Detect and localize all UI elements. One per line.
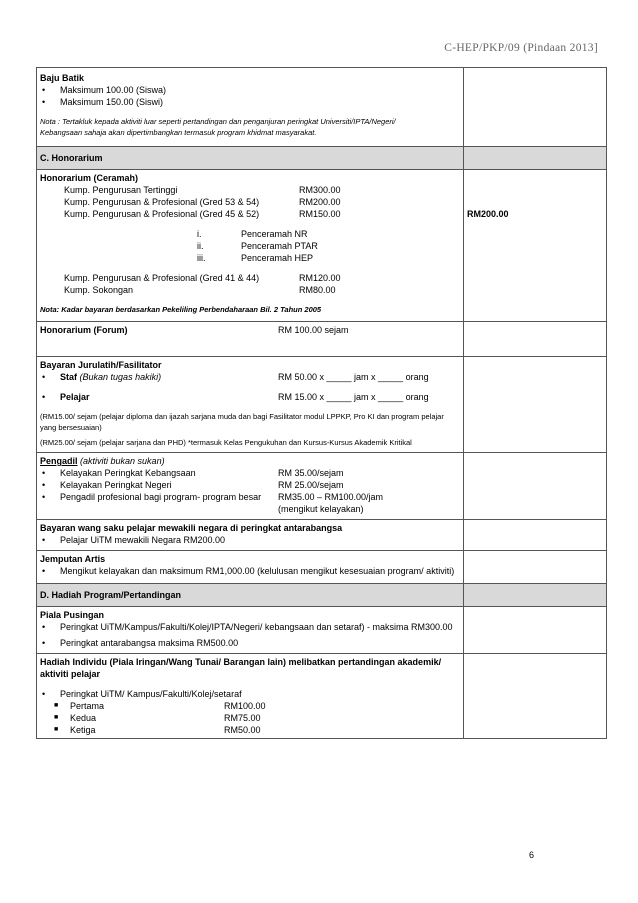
honorarium-title: Honorarium (Ceramah) — [40, 173, 139, 183]
bullet-icon: • — [42, 535, 46, 545]
jurulatih-title: Bayaran Jurulatih/Fasilitator — [40, 360, 162, 370]
baju-note-2: Kebangsaan sahaja akan dipertimbangkan termasuk program khidmat masyarakat. — [40, 128, 317, 137]
section-header — [37, 147, 607, 170]
baju-title: Baju Batik — [40, 73, 85, 83]
section-header — [37, 584, 607, 607]
baju-note-1: Nota : Tertakluk kepada aktiviti luar seperti pertandingan dan penganjuran peringkat Universiti/IPTA/Negeri/ — [40, 117, 396, 126]
table-row: Honorarium (Forum) RM 100.00 sejam — [37, 322, 607, 357]
page-number: 6 — [528, 850, 534, 860]
hadiah-title-2: aktiviti pelajar — [40, 669, 101, 679]
section-c-title: C. Honorarium — [37, 147, 464, 170]
document-code: C-HEP/PKP/09 (Pindaan 2013] — [444, 42, 598, 54]
bullet-icon: • — [42, 97, 46, 107]
bullet-icon: • — [42, 566, 46, 576]
table-row — [37, 68, 607, 147]
table-row — [37, 607, 607, 654]
piala-title: Piala Pusingan — [40, 610, 105, 620]
allowance-table — [36, 67, 607, 739]
bullet-icon: • — [42, 689, 46, 699]
prize-row: ■ Kedua RM75.00 — [54, 713, 261, 723]
table-row: Honorarium (Ceramah) Kump. Pengurusan Tertinggi RM300.00 Kump. Pengurusan & Profesional (Gred 53 & 54) RM200.00 Kump. Pengurusan & Profesional (Gred 45 & 52) RM150.00 i. Penceramah NR ii. Penceramah PTAR iii. Penceramah HEP Kump. Pengurusan & Profesional (Gred 41 & 44) RM120.00 Kump. Sokongan RM80.00 Nota: Kadar bayaran berdasarkan Pekeliling Perbendaharaan Bil. 2 Tahun 2005 RM200.00 — [37, 170, 607, 322]
bullet-icon: • — [42, 468, 46, 478]
honorarium-note: Nota: Kadar bayaran berdasarkan Pekeliling Perbendaharaan Bil. 2 Tahun 2005 — [40, 305, 322, 314]
bullet-icon: • — [42, 492, 46, 502]
jurulatih-note-1: (RM15.00/ sejam (pelajar diploma dan ijazah sarjana muda dan bagi Fasilitator modul LPPKP, Pro KI dan program pelajar yang bersesuaian) — [40, 412, 444, 432]
table-row: Bayaran Jurulatih/Fasilitator • Staf (Bukan tugas hakiki) RM 50.00 x _____ jam x _____ orang • Pelajar RM 15.00 x _____ jam x _____ orang (RM15.00/ sejam (pelajar diploma dan ijazah sarjana muda dan bagi Fasilitator modul LPPKP, Pro KI dan program pelajar yang bersesuaian) (RM25.00/ sejam (pelajar sarjana dan PHD) *termasuk Kelas Pengukuhan dan Kursus-Kursus Akademik Kritikal — [37, 357, 607, 453]
hadiah-title-1: Hadiah Individu (Piala Iringan/Wang Tunai/ Barangan lain) melibatkan pertandingan akademik/ — [40, 657, 442, 667]
list-item: • Peringkat UiTM/Kampus/Fakulti/Kolej/IPTA/Negeri/ kebangsaan dan setaraf) - maksima RM300.00 — [42, 622, 453, 632]
square-bullet-icon: ■ — [54, 702, 59, 709]
list-item: • Mengikut kelayakan dan maksimum RM1,000.00 (kelulusan mengikut kesesuaian program/ aktiviti) — [42, 566, 455, 576]
prize-row: ■ Ketiga RM50.00 — [54, 725, 261, 735]
table-row — [37, 551, 607, 584]
honorarium-amount: RM200.00 — [464, 170, 607, 322]
bullet-icon: • — [42, 372, 46, 382]
square-bullet-icon: ■ — [54, 714, 59, 721]
bullet-icon: • — [42, 622, 46, 632]
bullet-icon: • — [42, 638, 46, 648]
pengadil-title: Pengadil — [40, 456, 78, 466]
list-item: • Maksimum 150.00 (Siswi) — [42, 97, 164, 107]
list-item: • Peringkat UiTM/ Kampus/Fakulti/Kolej/setaraf — [42, 689, 242, 699]
table-row — [37, 520, 607, 551]
bullet-icon: • — [42, 480, 46, 490]
bullet-icon: • — [42, 85, 46, 95]
square-bullet-icon: ■ — [54, 726, 59, 733]
section-d-title: D. Hadiah Program/Pertandingan — [37, 584, 464, 607]
table-row — [37, 654, 607, 739]
prize-row: ■ Pertama RM100.00 — [54, 701, 266, 711]
list-item: • Pelajar UiTM mewakili Negara RM200.00 — [42, 535, 226, 545]
artis-title: Jemputan Artis — [40, 554, 106, 564]
saku-title: Bayaran wang saku pelajar mewakili negara di peringkat antarabangsa — [40, 523, 343, 533]
list-item: • Maksimum 100.00 (Siswa) — [42, 85, 167, 95]
jurulatih-note-2: (RM25.00/ sejam (pelajar sarjana dan PHD) *termasuk Kelas Pengukuhan dan Kursus-Kursus Akademik Kritikal — [40, 438, 412, 447]
table-row: Pengadil (aktiviti bukan sukan) • Kelayakan Peringkat Kebangsaan RM 35.00/sejam • Kelayakan Peringkat Negeri RM 25.00/sejam • Pengadil profesional bagi program- program besar RM35.00 – RM100.00/jam (mengikut kelayakan) — [37, 453, 607, 520]
forum-title: Honorarium (Forum) — [40, 325, 128, 335]
list-item: • Peringkat antarabangsa maksima RM500.00 — [42, 638, 239, 648]
bullet-icon: • — [42, 392, 46, 402]
